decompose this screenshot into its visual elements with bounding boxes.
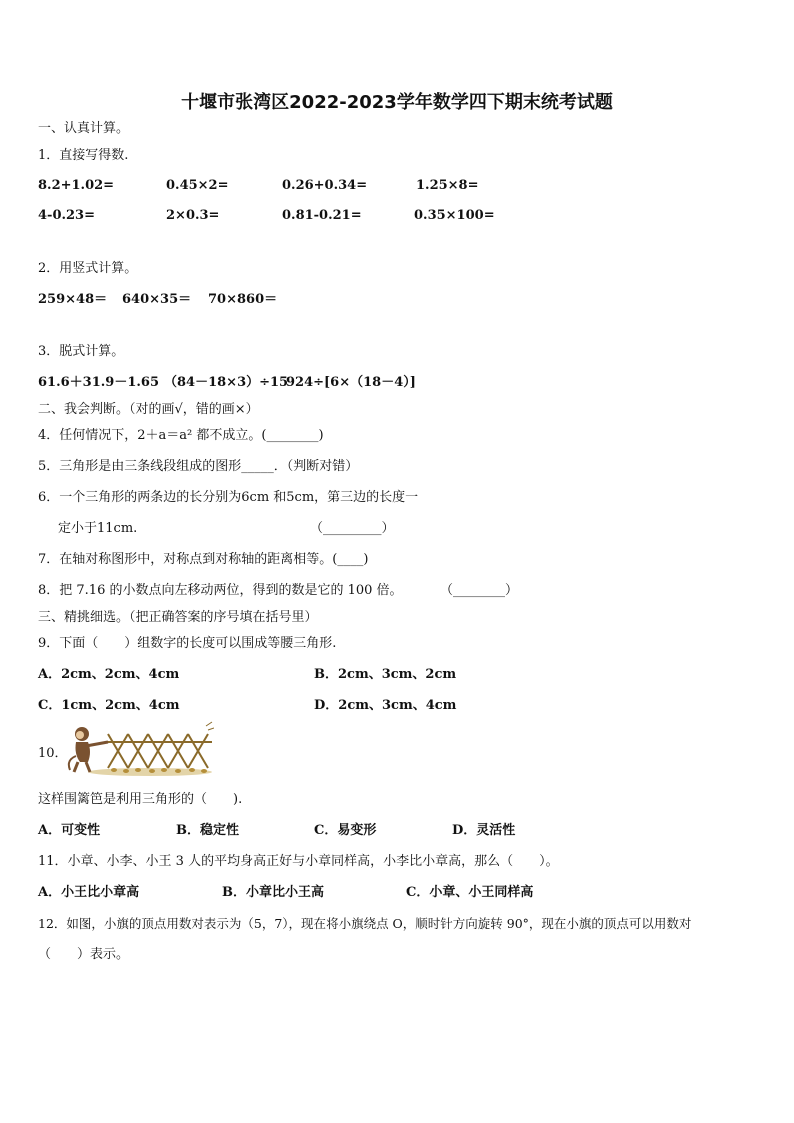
q1-label: 1．直接写得数.	[38, 148, 129, 163]
monkey-figure	[69, 727, 108, 772]
monkey-fence-illustration	[66, 720, 214, 778]
q9-option-d: D．2cm、3cm、4cm	[314, 698, 457, 713]
q10-option-b: B．稳定性	[176, 823, 239, 838]
section-2-heading: 二、我会判断。（对的画√，错的画×）	[38, 402, 259, 417]
q11-option-c: C．小章、小王同样高	[406, 885, 534, 900]
q9-option-c: C．1cm、2cm、4cm	[38, 698, 180, 713]
q9-text: 9．下面（ ）组数字的长度可以围成等腰三角形.	[38, 636, 337, 651]
q9-option-b: B．2cm、3cm、2cm	[314, 667, 457, 682]
q10-number: 10．	[38, 746, 68, 761]
q7-text: 7．在轴对称图形中，对称点到对称轴的距离相等。(____)	[38, 552, 369, 567]
q3-item-2: （84－18×3）÷15	[164, 375, 289, 390]
q4-text: 4．任何情况下，2＋a＝a² 都不成立。(________)	[38, 428, 324, 443]
q1-r2-c4: 0.35×100=	[414, 208, 495, 223]
q6-text-line2: 定小于11cm.	[58, 521, 138, 536]
q11-text: 11．小章、小李、小王 3 人的平均身高正好与小章同样高，小李比小章高，那么（ ）。	[38, 854, 559, 869]
q8-text: 8．把 7.16 的小数点向左移动两位，得到的数是它的 100 倍。	[38, 583, 403, 598]
q6-answer-blank: （_________）	[310, 521, 395, 536]
q10-option-d: D．灵活性	[452, 823, 516, 838]
q1-r2-c2: 2×0.3=	[166, 208, 220, 223]
q1-r2-c1: 4-0.23=	[38, 208, 95, 223]
q11-option-a: A．小王比小章高	[38, 885, 140, 900]
section-1-heading: 一、认真计算。	[38, 121, 130, 136]
q1-r2-c3: 0.81-0.21=	[282, 208, 362, 223]
q2-label: 2．用竖式计算。	[38, 261, 138, 276]
q1-r1-c2: 0.45×2=	[166, 178, 229, 193]
q3-label: 3．脱式计算。	[38, 344, 125, 359]
q8-answer-blank: （________）	[440, 583, 519, 598]
q10-option-c: C．易变形	[314, 823, 377, 838]
q1-r1-c3: 0.26+0.34=	[282, 178, 368, 193]
q10-text: 这样围篱笆是利用三角形的（ ).	[38, 792, 243, 807]
q1-r1-c4: 1.25×8=	[416, 178, 479, 193]
q1-r1-c1: 8.2+1.02=	[38, 178, 115, 193]
section-3-heading: 三、精挑细选。（把正确答案的序号填在括号里）	[38, 610, 318, 625]
q3-item-3: 924÷[6×（18－4）]	[286, 375, 416, 390]
q12-text-line2: （ ）表示。	[38, 947, 130, 962]
q2-item-3: 70×860＝	[208, 292, 278, 307]
q9-option-a: A．2cm、2cm、4cm	[38, 667, 180, 682]
q6-text-line1: 6．一个三角形的两条边的长分别为6cm 和5cm，第三边的长度一	[38, 490, 419, 505]
page-title: 十堰市张湾区2022-2023学年数学四下期末统考试题	[181, 92, 613, 113]
q11-option-b: B．小章比小王高	[222, 885, 324, 900]
q2-item-2: 640×35＝	[122, 292, 192, 307]
q3-item-1: 61.6＋31.9－1.65	[38, 375, 159, 390]
q2-item-1: 259×48＝	[38, 292, 108, 307]
q10-option-a: A．可变性	[38, 823, 101, 838]
q5-text: 5．三角形是由三条线段组成的图形_____．（判断对错）	[38, 459, 359, 474]
q12-text-line1: 12．如图，小旗的顶点用数对表示为（5，7），现在将小旗绕点 O，顺时针方向旋转 90°，现在小旗的顶点可以用数对	[38, 916, 692, 931]
